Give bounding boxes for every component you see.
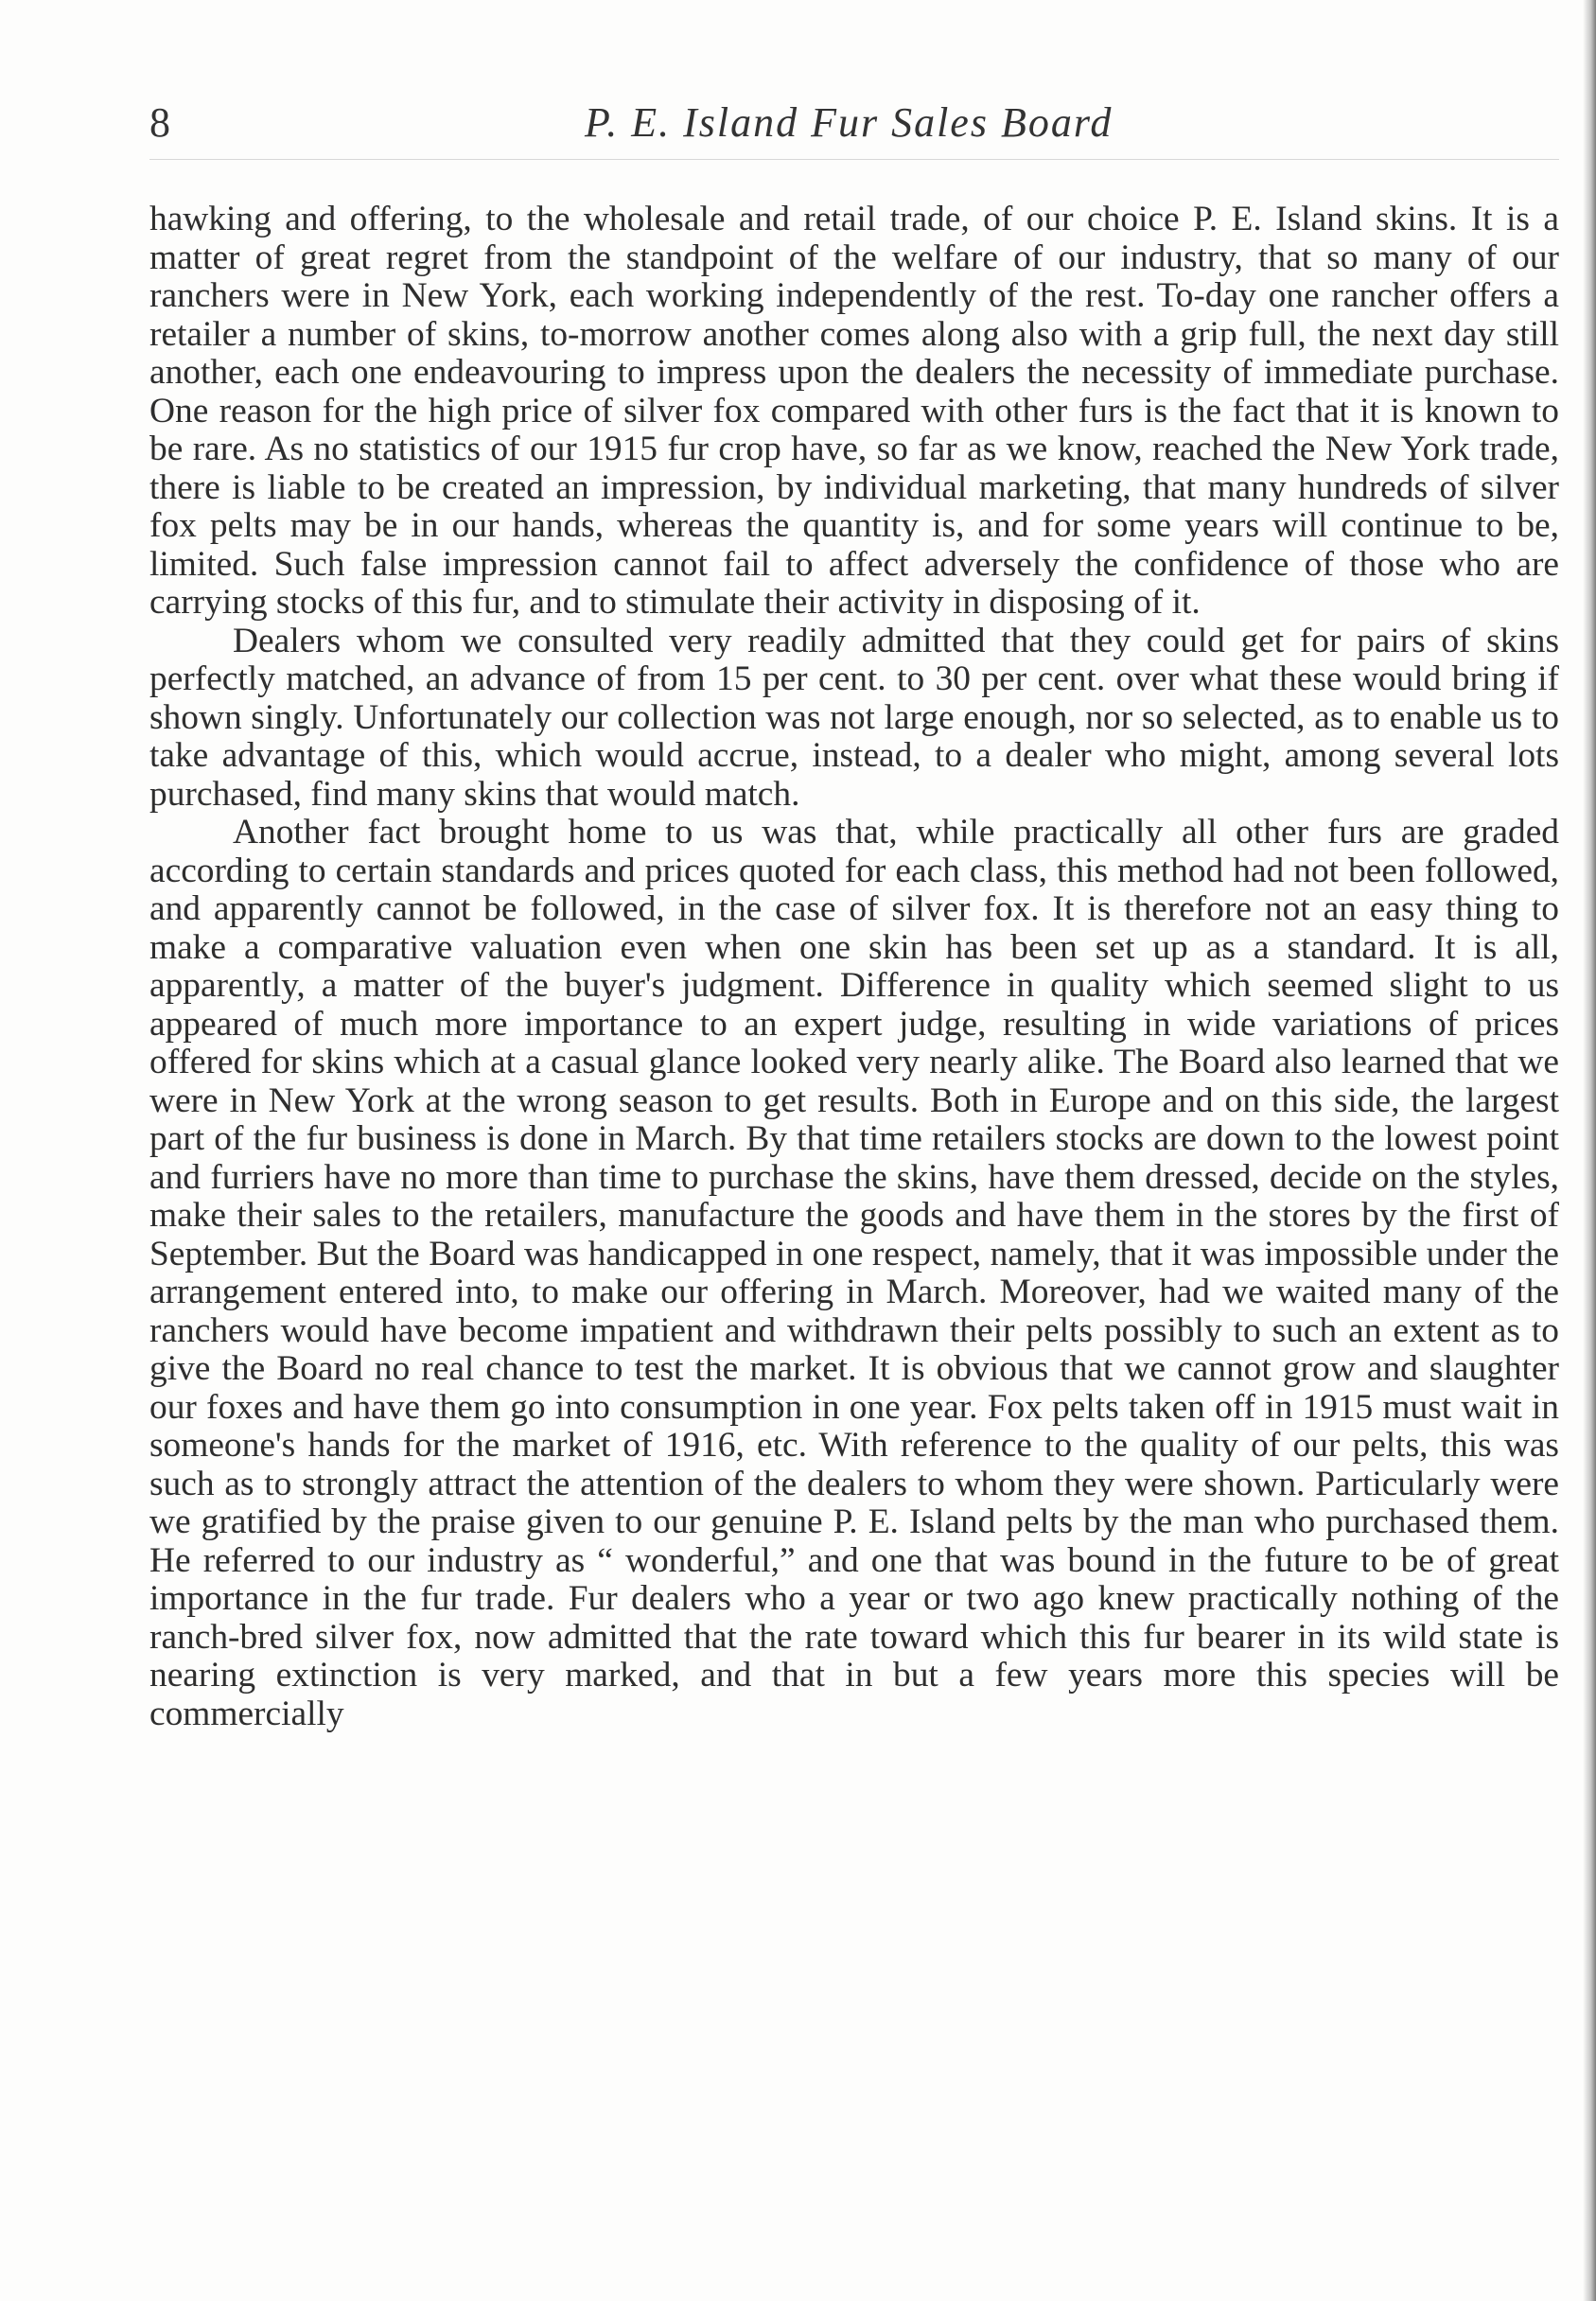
header-divider — [149, 159, 1559, 160]
paragraph-dealers: Dealers whom we consulted very readily admitted that they could get for pairs of skins perfectly matched, an advance of from 15 per cent. to 30 per cent. over what these would bring if shown singly. Unfortunately our collection was not large enough, nor so selected, as to enable us to take advantage of this, which would accrue, instead, to a dealer who might, among several lots purchased, find many skins that would match. — [149, 621, 1559, 814]
paragraph-continued: hawking and offering, to the wholesale and retail trade, of our choice P. E. Island skins. It is a matter of great regret from the standpoint of the welfare of our industry, that so many of our ranchers were in New York, each working independently of the rest. To-day one rancher offers a retailer a number of skins, to-morrow another comes along also with a grip full, the next day still another, each one endeavouring to impress upon the dealers the necessity of immediate purchase. One reason for the high price of silver fox compared with other furs is the fact that it is known to be rare. As no statistics of our 1915 fur crop have, so far as we know, reached the New York trade, there is liable to be created an impression, by individual marketing, that many hundreds of silver fox pelts may be in our hands, whereas the quantity is, and for some years will continue to be, limited. Such false impression cannot fail to affect adversely the confidence of those who are carrying stocks of this fur, and to stimulate their activity in disposing of it. — [149, 200, 1559, 622]
body-text — [149, 201, 1559, 1733]
running-title: P. E. Island Fur Sales Board — [585, 99, 1114, 146]
page-edge-shadow — [1583, 0, 1596, 2301]
page-header — [149, 95, 1569, 161]
paragraph-another-fact: Another fact brought home to us was that, while practically all other furs are graded according to certain standards and prices quoted for each class, this method had not been followed, and apparently cannot be followed, in the case of silver fox. It is therefore not an easy thing to make a comparative valuation even when one skin has been set up as a standard. It is all, apparently, a matter of the buyer's judgment. Difference in quality which seemed slight to us appeared of much more importance to an expert judge, resulting in wide variations of prices offered for skins which at a casual glance looked very nearly alike. The Board also learned that we were in New York at the wrong season to get results. Both in Europe and on this side, the largest part of the fur business is done in March. By that time retailers stocks are down to the lowest point and furriers have no more than time to purchase the skins, have them dressed, decide on the styles, make their sales to the retailers, manufacture the goods and have them in the stores by the first of September. But the Board was handicapped in one respect, namely, that it was impossible under the arrangement entered into, to make our offering in March. Moreover, had we waited many of the ranchers would have become impatient and withdrawn their pelts possibly to such an extent as to give the Board no real chance to test the market. It is obvious that we cannot grow and slaughter our foxes and have them go into consumption in one year. Fox pelts taken off in 1915 must wait in someone's hands for the market of 1916, etc. With reference to the quality of our pelts, this was such as to strongly attract the attention of the dealers to whom they were shown. Particularly were we gratified by the praise given to our genuine P. E. Island pelts by the man who purchased them. He referred to our industry as “ wonderful,” and one that was bound in the future to be of great importance in the fur trade. Fur dealers who a year or two ago knew practically nothing of the ranch-bred silver fox, now admitted that the rate toward which this fur bearer in its wild state is nearing extinction is very marked, and that in but a few years more this species will be commercially — [149, 813, 1559, 1733]
page-number: 8 — [149, 99, 170, 146]
